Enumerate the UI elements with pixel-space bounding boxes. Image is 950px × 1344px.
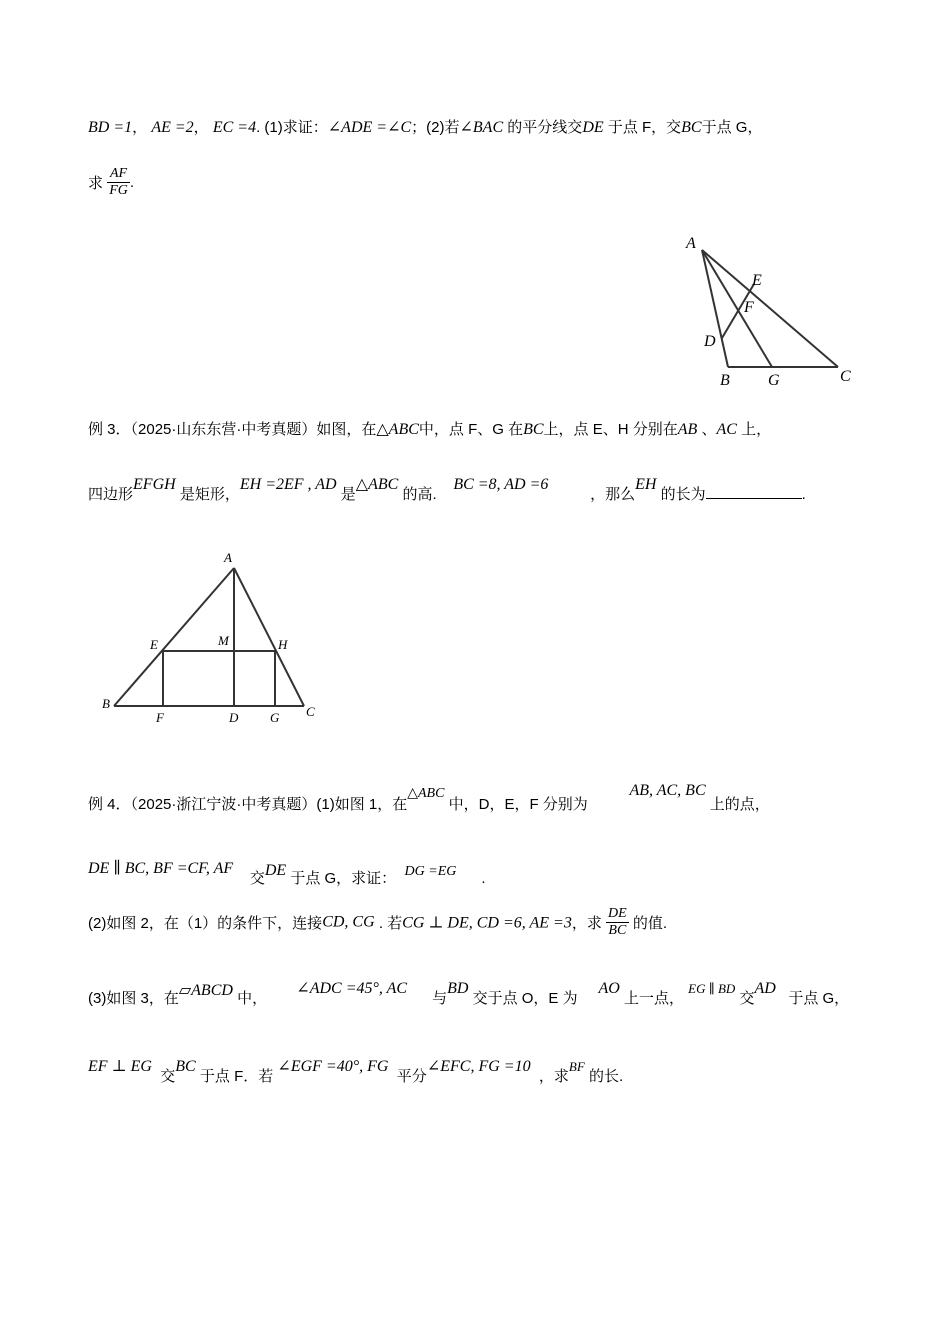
fraction-de-bc: $\frac{DE}{BC}$ bbox=[608, 906, 627, 938]
example-4-line-2: DE ∥ BC, BF =CF, AF 交DE 于点 G，求证： DG =EG . bbox=[88, 860, 486, 887]
example-4-part-3: (3)如图 3，在▱ABCD 中， ∠ADC =45°, AC 与BD 交于点 O，E 为 AO 上一点， EG ∥ BD 交AD 于点 G， bbox=[88, 980, 850, 1007]
math-bc: BC bbox=[681, 119, 702, 136]
fig2-label-d: D bbox=[229, 710, 239, 725]
fig2-label-h: H bbox=[278, 637, 288, 652]
fig2-label-a: A bbox=[224, 550, 232, 565]
math-ec: EC =4 bbox=[212, 119, 257, 136]
problem-ask-line: 求 $\frac{AF}{FG}$ . bbox=[88, 166, 135, 198]
example-3-heading: 例 3．（2025·山东东营·中考真题）如图，在 bbox=[88, 421, 377, 438]
fig2-label-m: M bbox=[218, 633, 229, 648]
math-bd: BD =1 bbox=[88, 119, 133, 136]
math-ae: AE =2 bbox=[151, 119, 194, 136]
triangle-rectangle-figure bbox=[98, 548, 328, 728]
fig1-label-e: E bbox=[752, 272, 762, 289]
triangle-figure-1 bbox=[680, 232, 860, 392]
example-4-line-1: 例 4．（2025·浙江宁波·中考真题）(1)如图 1，在△ABC 中，D，E，F 分别为 AB, AC, BC 上的点， bbox=[88, 782, 770, 813]
example-3-line-2: 四边形EFGH 是矩形，EH =2EF , AD 是△ABC 的高. BC =8, AD =6 ，那么EH 的长为 . bbox=[88, 476, 806, 503]
fig2-label-f: F bbox=[156, 710, 164, 725]
math-de: DE bbox=[582, 119, 604, 136]
fraction-af-fg: $\frac{AF}{FG}$ bbox=[109, 166, 128, 198]
fig2-label-g: G bbox=[270, 710, 280, 725]
math-angle-eq: ∠ADE =∠C bbox=[327, 119, 412, 136]
problem-continuation-line: BD =1， AE =2， EC =4. (1)求证：∠ADE =∠C；(2)若∠BAC 的平分线交DE 于点 F，交BC于点 G， bbox=[88, 119, 763, 136]
example-4-part-3-line-2: EF ⊥ EG 交BC 于点 F．若 ∠EGF =40°, FG 平分∠EFC, FG =10 ，求BF 的长. bbox=[88, 1058, 624, 1085]
answer-blank[interactable] bbox=[706, 484, 802, 499]
fig1-label-f: F bbox=[744, 299, 754, 316]
fig1-label-c: C bbox=[840, 368, 851, 385]
fig1-label-d: D bbox=[704, 333, 716, 350]
fig1-label-a: A bbox=[686, 235, 696, 252]
fig2-label-b: B bbox=[102, 696, 110, 711]
example-4-part-2: (2)如图 2，在（1）的条件下，连接CD, CG . 若CG ⊥ DE, CD =6, AE =3，求 $\frac{DE}{BC}$ 的值. bbox=[88, 906, 668, 938]
fig1-label-b: B bbox=[720, 372, 730, 389]
example-4-heading: 例 4．（2025·浙江宁波·中考真题）(1)如图 1，在 bbox=[88, 796, 408, 813]
fig2-label-c: C bbox=[306, 704, 315, 719]
fig1-label-g: G bbox=[768, 372, 780, 389]
example-3-line-1: 例 3．（2025·山东东营·中考真题）如图，在△ABC中，点 F、G 在BC上，点 E、H 分别在AB 、AC 上， bbox=[88, 421, 772, 438]
math-angle-bac: ∠BAC bbox=[459, 119, 504, 136]
fig2-label-e: E bbox=[150, 637, 158, 652]
